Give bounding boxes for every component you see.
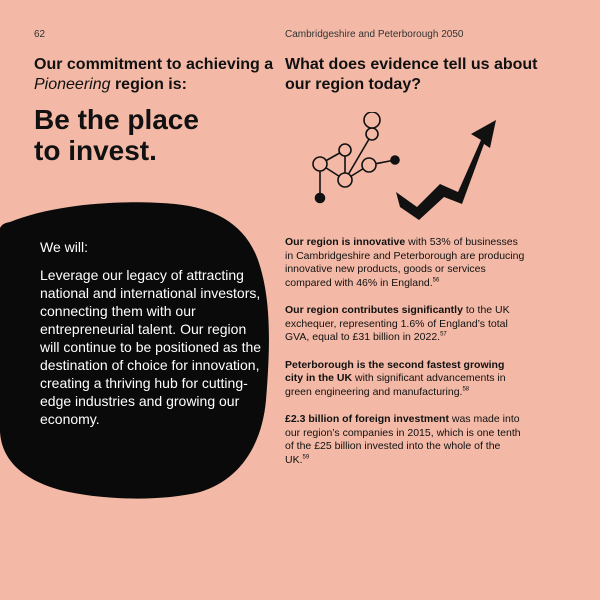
evidence-facts [285,236,525,481]
commitment-heading-line1: Our commitment to achieving a [34,56,274,73]
running-header: Cambridgeshire and Peterborough 2050 [285,29,464,40]
fact-ref: 58 [462,386,470,392]
fact-text: to the UK exchequer, representing 1.6% of England’s total GVA, equal to £31 billion in 2022. [285,304,510,343]
fact-bold: £2.3 billion of foreign investment [285,413,449,425]
page-number: 62 [34,29,46,40]
network-icon [313,112,399,203]
fact-item [285,413,525,467]
rising-arrow-icon [396,120,496,220]
we-will-label: We will: [40,239,88,255]
big-statement-line1: Be the place [34,104,199,135]
fact-ref: 56 [432,277,440,283]
big-statement-line2: to invest. [34,135,157,166]
fact-item [285,359,525,400]
we-will-text: Leverage our legacy of attracting national and international investors, connecting them with our entrepreneurial talent. Our region will continue to be positioned as the destination of choice for innovation, creating a thriving hub for cutting-edge industries and growing our economy. [40,267,262,427]
network-arrow-illustration [300,112,510,222]
commitment-heading-italic: Pioneering [34,76,111,93]
fact-item [285,304,525,345]
commitment-heading [34,55,274,95]
fact-text: with 53% of businesses in Cambridgeshire and Peterborough are producing innovative new products, goods or services compared with 46% in England. [285,236,525,289]
evidence-heading: What does evidence tell us about our region today? [285,56,538,93]
commitment-heading-rest: region is: [110,76,187,93]
fact-bold: Our region contributes significantly [285,304,463,316]
big-statement [34,104,274,166]
fact-text: was made into our region’s companies in 2015, which is one tenth of the £25 billion invested into the whole of the UK. [285,413,521,466]
fact-bold: Our region is innovative [285,236,406,248]
fact-ref: 59 [302,454,310,460]
fact-item [285,236,525,290]
we-will-box [40,238,265,428]
fact-bold: Peterborough is the second fastest growing city in the UK [285,358,505,384]
fact-ref: 57 [440,331,447,338]
fact-text: with significant advancements in green engineering and manufacturing. [285,372,506,398]
